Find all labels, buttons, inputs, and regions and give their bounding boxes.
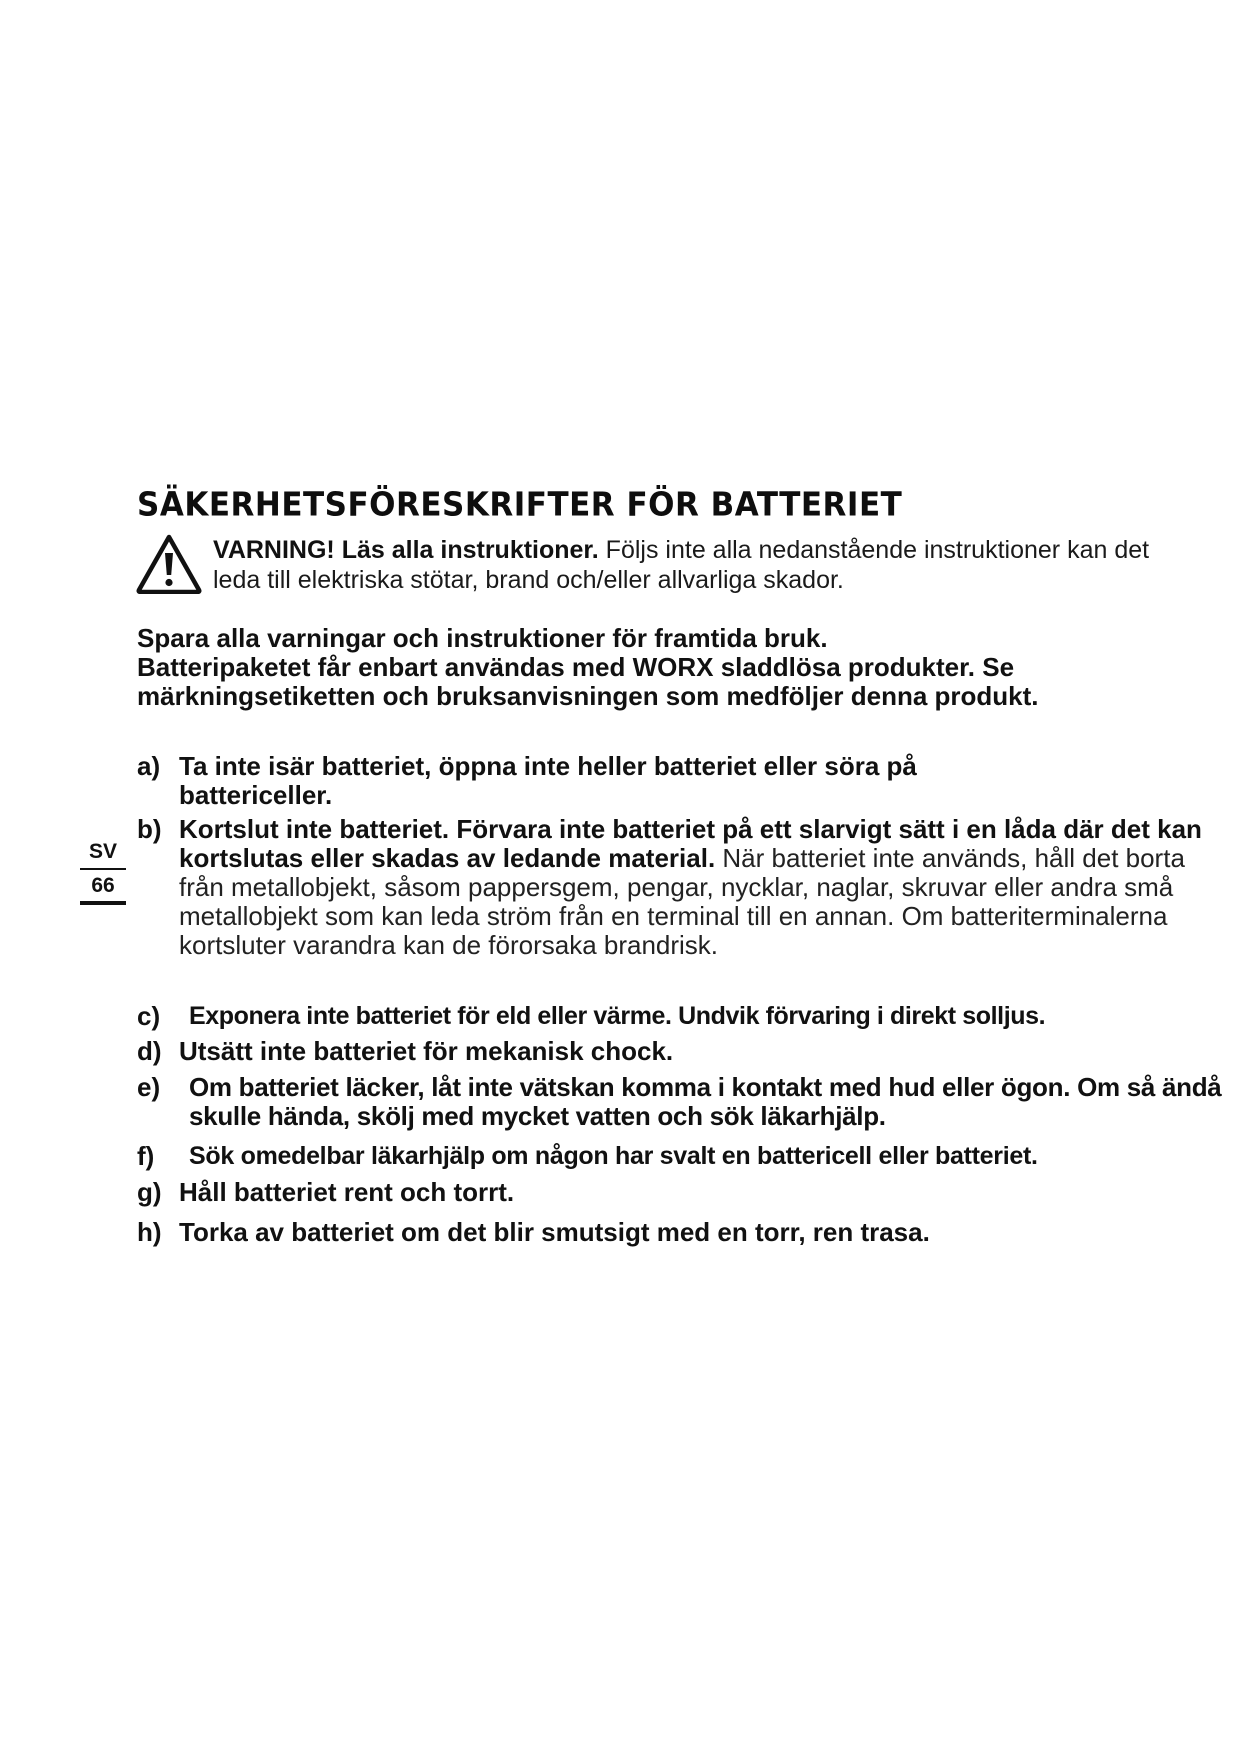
language-code: SV <box>88 840 117 863</box>
list-item-bold-text: Kortslut inte batteriet. Förvara inte batteriet på ett slarvigt sätt i en låda där det kan kortslutas eller skadas av ledande material. <box>179 814 1202 873</box>
warning-notice <box>213 535 1193 595</box>
list-item-text <box>179 815 1209 960</box>
list-item-text: Om batteriet läcker, låt inte vätskan komma i kontakt med hud eller ögon. Om så ändå skulle hända, skölj med mycket vatten och sök läkarhjälp. <box>189 1072 1222 1131</box>
list-item-text: Håll batteriet rent och torrt. <box>179 1177 515 1207</box>
warning-triangle-icon <box>136 534 202 594</box>
list-item-text: Exponera inte batteriet för eld eller värme. Undvik förvaring i direkt solljus. <box>189 1002 1046 1030</box>
list-item-text: Ta inte isär batteriet, öppna inte heller batteriet eller söra på battericeller. <box>179 751 917 810</box>
list-item-letter: e) <box>137 1072 161 1102</box>
intro-line-2: Batteripaketet får enbart användas med WORX sladdlösa produkter. Se märkningsetiketten och bruksanvisningen som medföljer denna produkt. <box>137 652 1039 711</box>
list-item-normal-text: När batteriet inte används, håll det borta från metallobjekt, såsom pappersgem, pengar, nycklar, naglar, skruvar eller andra små metallobjekt som kan leda ström från en terminal till en annan. Om batteriterminalerna kortsluter varandra kan de förorsaka brandrisk. <box>179 843 1185 960</box>
list-item-letter: d) <box>137 1036 162 1066</box>
list-item-letter: a) <box>137 751 161 781</box>
warning-body: Följs inte alla nedanstående instruktioner kan det leda till elektriska stötar, brand och/eller allvarliga skador. <box>213 536 1150 594</box>
tab-underline <box>80 901 126 905</box>
tab-divider <box>80 868 126 870</box>
warning-lead: VARNING! Läs alla instruktioner. <box>213 536 599 564</box>
intro-block <box>137 624 1197 711</box>
page-title: SÄKERHETSFÖRESKRIFTER FÖR BATTERIET <box>137 486 903 524</box>
list-item-letter: g) <box>137 1177 162 1207</box>
list-item-letter: f) <box>137 1141 155 1171</box>
intro-line-1: Spara alla varningar och instruktioner för framtida bruk. <box>137 623 828 653</box>
language-page-tab <box>78 838 128 905</box>
list-item-letter: c) <box>137 1001 161 1031</box>
list-item-letter: h) <box>137 1217 162 1247</box>
list-item-text: Torka av batteriet om det blir smutsigt med en torr, ren trasa. <box>179 1217 930 1247</box>
list-item-text: Utsätt inte batteriet för mekanisk chock. <box>179 1036 674 1066</box>
list-item-text: Sök omedelbar läkarhjälp om någon har svalt en battericell eller batteriet. <box>189 1142 1038 1170</box>
list-item-letter: b) <box>137 814 162 844</box>
page-number: 66 <box>91 874 115 897</box>
